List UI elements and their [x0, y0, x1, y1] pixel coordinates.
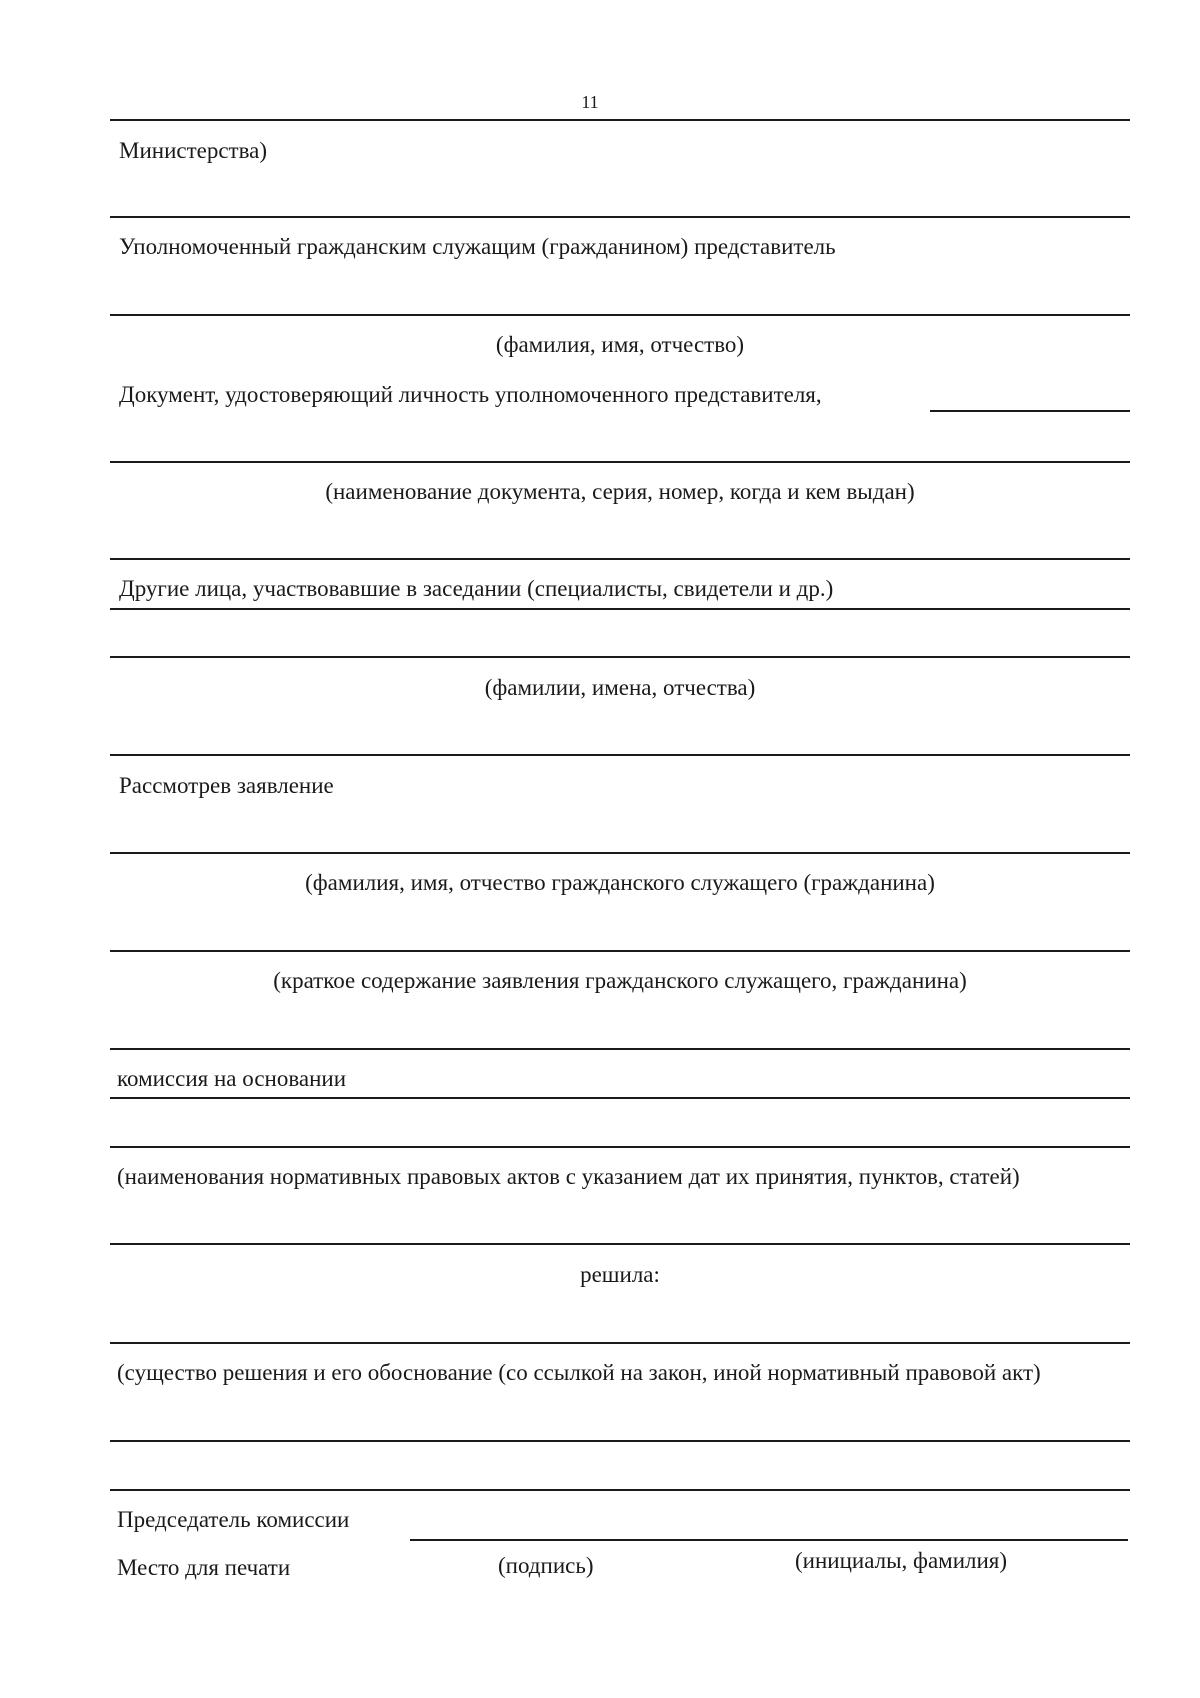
- blank-line[interactable]: [110, 1097, 1130, 1099]
- caption-document: (наименование документа, серия, номер, когда и кем выдан): [325, 479, 915, 504]
- rep-document-label: Документ, удостоверяющий личность уполномоченного представителя,: [119, 382, 822, 407]
- blank-line[interactable]: [110, 1048, 1130, 1050]
- considered-application-label: Рассмотрев заявление: [119, 773, 334, 798]
- blank-line[interactable]: [110, 656, 1130, 658]
- chairman-label: Председатель комиссии: [117, 1507, 350, 1532]
- blank-line[interactable]: [110, 852, 1130, 854]
- blank-line[interactable]: [110, 1146, 1130, 1148]
- blank-line[interactable]: [110, 558, 1130, 560]
- ministry-tail-text: Министерства): [119, 138, 268, 163]
- blank-line[interactable]: [110, 950, 1130, 952]
- blank-line[interactable]: [110, 461, 1130, 463]
- blank-line[interactable]: [110, 119, 1130, 121]
- caption-initials: (инициалы, фамилия): [795, 1548, 1008, 1573]
- blank-line[interactable]: [110, 608, 1130, 610]
- blank-line[interactable]: [110, 1489, 1130, 1491]
- page-number: 11: [581, 92, 599, 112]
- caption-signature: (подпись): [498, 1553, 594, 1578]
- caption-application-summary: (краткое содержание заявления гражданского служащего, гражданина): [273, 968, 967, 993]
- blank-line[interactable]: [110, 216, 1130, 218]
- authorized-rep-label: Уполномоченный гражданским служащим (гражданином) представитель: [119, 234, 836, 259]
- blank-line[interactable]: [110, 314, 1130, 316]
- blank-line[interactable]: [110, 1440, 1130, 1442]
- caption-fio: (фамилия, имя, отчество): [495, 332, 745, 357]
- signature-line[interactable]: [410, 1539, 1128, 1541]
- blank-line[interactable]: [110, 1243, 1130, 1245]
- caption-fio-plural: (фамилии, имена, отчества): [484, 675, 756, 700]
- caption-decision: (существо решения и его обоснование (со ссылкой на закон, иной нормативный правовой акт): [117, 1360, 1041, 1385]
- blank-line[interactable]: [110, 754, 1130, 756]
- caption-legal-acts: (наименования нормативных правовых актов с указанием дат их принятия, пунктов, статей): [117, 1164, 1020, 1189]
- commission-basis-label: комиссия на основании: [117, 1066, 347, 1091]
- blank-line[interactable]: [110, 1342, 1130, 1344]
- other-persons-label: Другие лица, участвовавшие в заседании (специалисты, свидетели и др.): [119, 576, 834, 601]
- decided-text: решила:: [580, 1262, 660, 1287]
- seal-place-label: Место для печати: [117, 1555, 291, 1580]
- blank-line-short[interactable]: [930, 410, 1130, 412]
- caption-servant-fio: (фамилия, имя, отчество гражданского служащего (гражданина): [305, 870, 935, 895]
